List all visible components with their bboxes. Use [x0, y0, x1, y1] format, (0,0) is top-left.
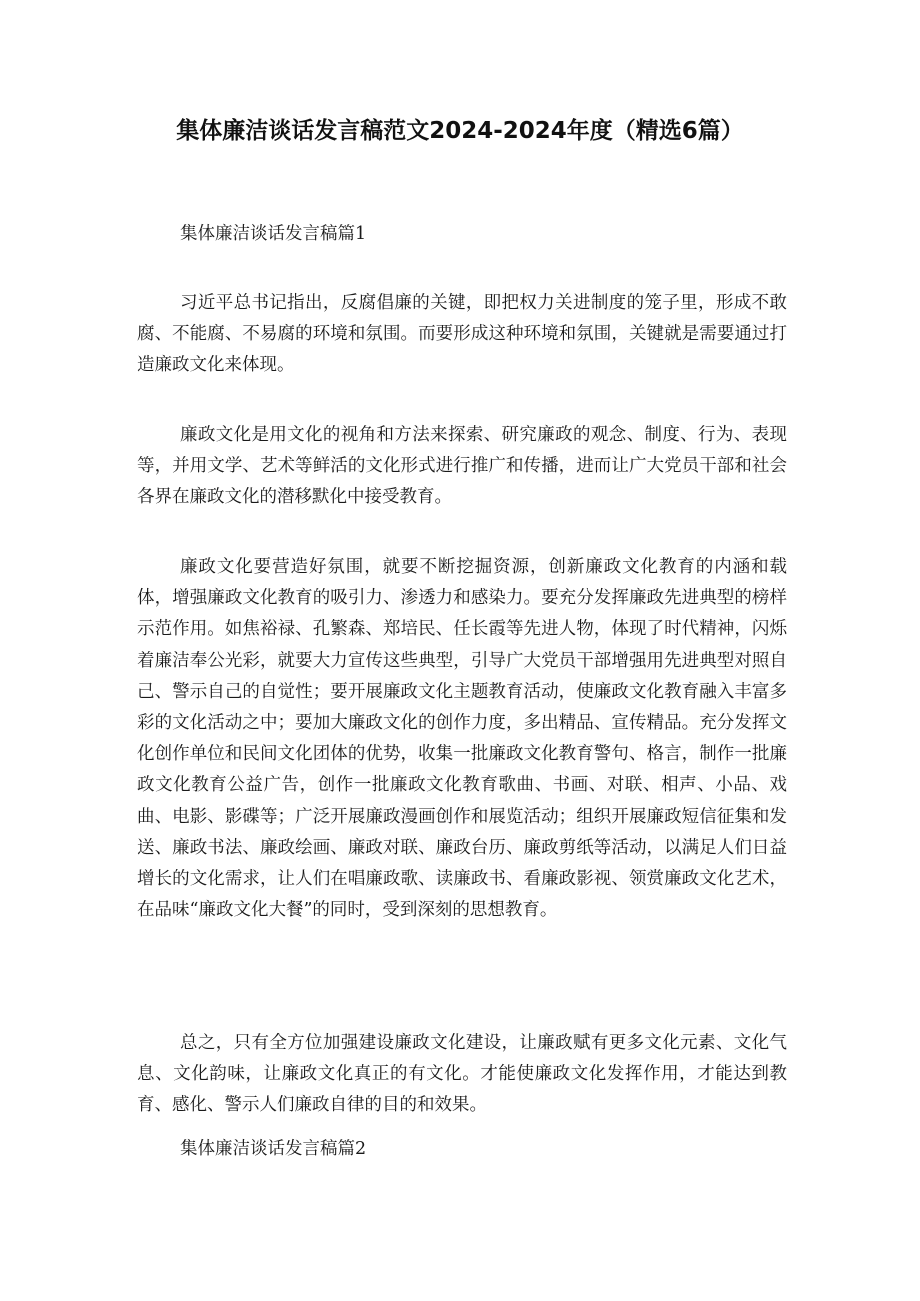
section-heading-1: 集体廉洁谈话发言稿篇1 [180, 224, 367, 244]
document-title: 集体廉洁谈话发言稿范文2024-2024年度（精选6篇） [176, 118, 744, 144]
paragraph-4: 总之，只有全方位加强建设廉政文化建设，让廉政赋有更多文化元素、文化气息、文化韵味，让廉政文化真正的有文化。才能使廉政文化发挥作用，才能达到教育、感化、警示人们廉政自律的目的和效果。 [137, 1033, 787, 1116]
paragraph-3: 廉政文化要营造好氛围，就要不断挖掘资源，创新廉政文化教育的内涵和载体，增强廉政文化教育的吸引力、渗透力和感染力。要充分发挥廉政先进典型的榜样示范作用。如焦裕禄、孔繁森、郑培民、任长霞等先进人物，体现了时代精神，闪烁着廉洁奉公光彩，就要大力宣传这些典型，引导广大党员干部增强用先进典型对照自己、警示自己的自觉性；要开展廉政文化主题教育活动，使廉政文化教育融入丰富多彩的文化活动之中；要加大廉政文化的创作力度，多出精品、宣传精品。充分发挥文化创作单位和民间文化团体的优势，收集一批廉政文化教育警句、格言，制作一批廉政文化教育公益广告，创作一批廉政文化教育歌曲、书画、对联、相声、小品、戏曲、电影、影碟等；广泛开展廉政漫画创作和展览活动；组织开展廉政短信征集和发送、廉政书法、廉政绘画、廉政对联、廉政台历、廉政剪纸等活动，以满足人们日益增长的文化需求，让人们在唱廉政歌、读廉政书、看廉政影视、领赏廉政文化艺术，在品味“廉政文化大餐”的同时，受到深刻的思想教育。 [137, 557, 787, 921]
section-heading-2: 集体廉洁谈话发言稿篇2 [180, 1139, 367, 1159]
paragraph-1: 习近平总书记指出，反腐倡廉的关键，即把权力关进制度的笼子里，形成不敢腐、不能腐、不易腐的环境和氛围。而要形成这种环境和氛围，关键就是需要通过打造廉政文化来体现。 [137, 293, 787, 376]
paragraph-2: 廉政文化是用文化的视角和方法来探索、研究廉政的观念、制度、行为、表现等，并用文学、艺术等鲜活的文化形式进行推广和传播，进而让广大党员干部和社会各界在廉政文化的潜移默化中接受教育。 [137, 425, 787, 508]
